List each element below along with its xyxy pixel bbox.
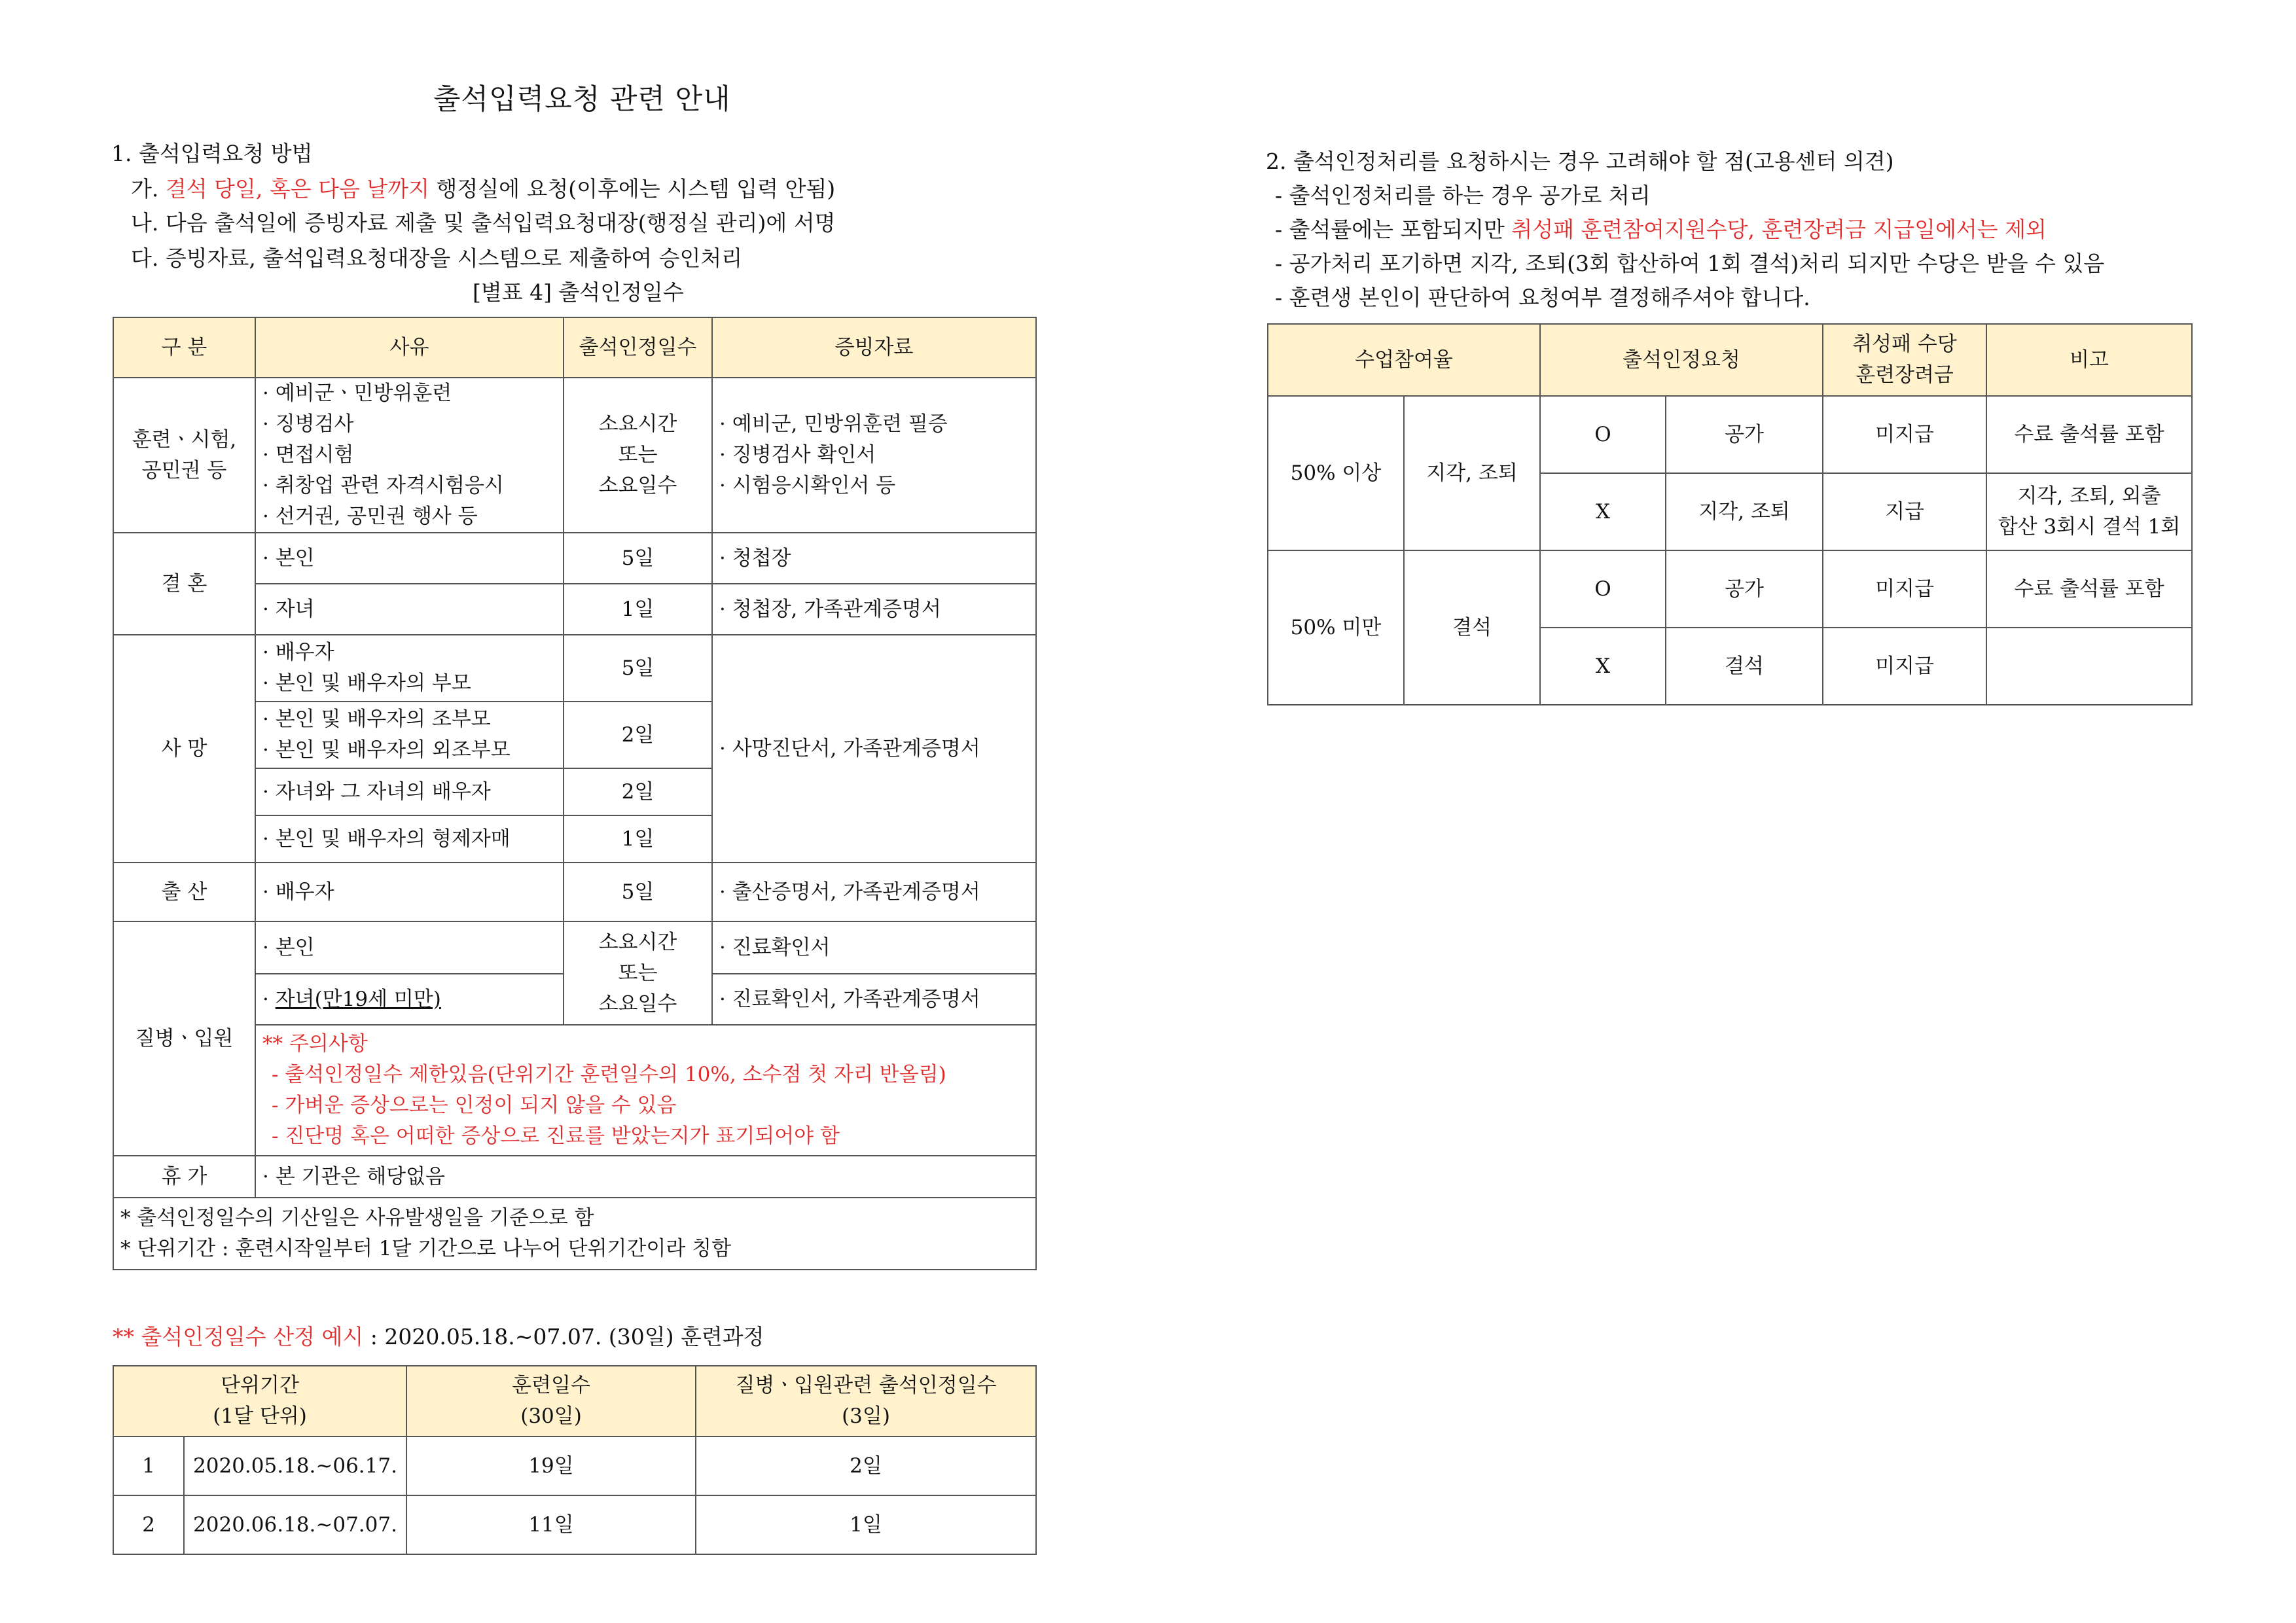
result-cell: 공가	[1666, 550, 1823, 628]
example-label-rest: : 2020.05.18.~07.07. (30일) 훈련과정	[363, 1324, 764, 1349]
header-allowance: 취성패 수당 훈련장려금	[1823, 324, 1986, 396]
notice-item: - 가벼운 증상으로는 인정이 되지 않을 수 있음	[272, 1094, 677, 1117]
table-row-footnotes	[113, 1198, 1036, 1270]
list-item: · 예비군ㆍ민방위훈련	[262, 378, 556, 409]
footnotes	[113, 1198, 1036, 1270]
category-illness: 질병ㆍ입원	[113, 921, 255, 1156]
doc-death: · 사망진단서, 가족관계증명서	[712, 635, 1036, 863]
table1-header-row	[113, 317, 1036, 378]
reason-cell	[255, 768, 564, 815]
footnote: * 단위기간 : 훈련시작일부터 1달 기간으로 나누어 단위기간이라 칭함	[120, 1237, 732, 1260]
example-header-period: 단위기간 (1달 단위)	[113, 1366, 406, 1436]
request-cell: O	[1540, 550, 1666, 628]
section2-heading: 2. 출석인정처리를 요청하시는 경우 고려해야 할 점(고용센터 의견)	[1266, 149, 1894, 174]
result-cell: 결석	[1666, 628, 1823, 705]
reason-cell: · 자녀	[255, 584, 564, 635]
footnote: * 출석인정일수의 기산일은 사유발생일을 기준으로 함	[120, 1206, 594, 1230]
row-period: 2020.05.18.~06.17.	[184, 1436, 406, 1495]
row-days: 19일	[406, 1436, 696, 1495]
type-cell: 결석	[1404, 550, 1540, 705]
row-number: 2	[113, 1495, 184, 1554]
example-label	[113, 1322, 764, 1352]
table-row	[113, 1495, 1036, 1554]
list-item: · 취창업 관련 자격시험응시	[262, 471, 556, 501]
page-title: 출석입력요청 관련 안내	[433, 83, 731, 116]
doc-cell: · 청첩장	[712, 533, 1036, 584]
category-training: 훈련ㆍ시험, 공민권 등	[113, 378, 255, 533]
days-cell: 5일	[564, 533, 712, 584]
illness-notice	[255, 1025, 1036, 1156]
table-row	[1268, 396, 2192, 473]
request-cell: O	[1540, 396, 1666, 473]
section2-line: - 훈련생 본인이 판단하여 요청여부 결정해주셔야 합니다.	[1275, 285, 1810, 310]
reason-child-text: 자녀(만19세 미만)	[275, 987, 441, 1011]
section2-line: - 출석인정처리를 하는 경우 공가로 처리	[1275, 183, 1651, 208]
table-row-training	[113, 378, 1036, 533]
example-header-days: 훈련일수 (30일)	[406, 1366, 696, 1436]
days-cell: 2일	[564, 702, 712, 768]
category-marriage: 결 혼	[113, 533, 255, 635]
docs-training	[712, 378, 1036, 533]
header-reason: 사유	[255, 317, 564, 378]
header-docs: 증빙자료	[712, 317, 1036, 378]
category-vacation: 휴 가	[113, 1156, 255, 1198]
request-cell: X	[1540, 628, 1666, 705]
list-item: · 자녀와 그 자녀의 배우자	[262, 777, 556, 808]
line2-highlight: 취성패 훈련참여지원수당, 훈련장려금 지급일에서는 제외	[1511, 217, 2047, 242]
example-table	[113, 1365, 1037, 1555]
table2-header-row	[1268, 324, 2192, 396]
table-row-illness	[113, 921, 1036, 974]
example-header-recognized: 질병ㆍ입원관련 출석인정일수 (3일)	[696, 1366, 1036, 1436]
allowance-cell: 지급	[1823, 473, 1986, 550]
reasons-training	[255, 378, 564, 533]
header-days: 출석인정일수	[564, 317, 712, 378]
list-item: · 선거권, 공민권 행사 등	[262, 501, 556, 532]
ga-prefix: 가.	[131, 176, 166, 202]
days-cell: 1일	[564, 815, 712, 863]
note-cell: 지각, 조퇴, 외출 합산 3회시 결석 1회	[1986, 473, 2192, 550]
header-rate: 수업참여율	[1268, 324, 1540, 396]
section1-heading: 1. 출석입력요청 방법	[111, 141, 313, 166]
row-days: 11일	[406, 1495, 696, 1554]
list-item: · 본인 및 배우자의 형제자매	[262, 824, 556, 855]
table-row-death	[113, 635, 1036, 702]
days-cell: 1일	[564, 584, 712, 635]
section2-line: - 공가처리 포기하면 지각, 조퇴(3회 합산하여 1회 결석)처리 되지만 수당은 받을 수 있음	[1275, 251, 2105, 276]
type-cell: 지각, 조퇴	[1404, 396, 1540, 550]
days-cell: 5일	[564, 635, 712, 702]
table-row-marriage	[113, 533, 1036, 584]
reason-cell	[255, 635, 564, 702]
note-cell: 수료 출석률 포함	[1986, 396, 2192, 473]
list-item: · 면접시험	[262, 440, 556, 471]
days-illness: 소요시간 또는 소요일수	[564, 921, 712, 1025]
row-number: 1	[113, 1436, 184, 1495]
allowance-cell: 미지급	[1823, 628, 1986, 705]
list-item: · 본인 및 배우자의 외조부모	[262, 735, 556, 766]
list-item: · 본인 및 배우자의 부모	[262, 668, 556, 699]
notice-item: - 출석인정일수 제한있음(단위기간 훈련일수의 10%, 소수점 첫 자리 반올림)	[272, 1063, 946, 1086]
reason-cell	[255, 702, 564, 768]
example-label-highlight: ** 출석인정일수 산정 예시	[113, 1324, 364, 1349]
list-item: · 배우자	[262, 637, 556, 668]
reason-cell: · 자녀(만19세 미만)	[255, 974, 564, 1025]
section1-item-na: 나. 다음 출석일에 증빙자료 제출 및 출석입력요청대장(행정실 관리)에 서명	[131, 210, 836, 236]
note-cell	[1986, 628, 2192, 705]
ga-rest: 행정실에 요청(이후에는 시스템 입력 안됨)	[429, 176, 836, 202]
table-row	[113, 1436, 1036, 1495]
row-period: 2020.06.18.~07.07.	[184, 1495, 406, 1554]
table-row	[1268, 550, 2192, 628]
notice-item: - 진단명 혹은 어떠한 증상으로 진료를 받았는지가 표기되어야 함	[272, 1124, 840, 1148]
result-cell: 지각, 조퇴	[1666, 473, 1823, 550]
table1-caption: [별표 4] 출석인정일수	[473, 279, 684, 305]
request-cell: X	[1540, 473, 1666, 550]
rate-cell: 50% 이상	[1268, 396, 1404, 550]
ga-highlight: 결석 당일, 혹은 다음 날까지	[165, 176, 429, 202]
category-death: 사 망	[113, 635, 255, 863]
example-header-row	[113, 1366, 1036, 1436]
reason-cell: · 본인	[255, 533, 564, 584]
category-birth: 출 산	[113, 863, 255, 921]
attendance-recognition-table	[113, 317, 1037, 1270]
list-item: · 징병검사 확인서	[719, 440, 1029, 471]
rate-cell: 50% 미만	[1268, 550, 1404, 705]
list-item: · 본인 및 배우자의 조부모	[262, 704, 556, 735]
list-item: · 예비군, 민방위훈련 필증	[719, 409, 1029, 440]
header-category: 구 분	[113, 317, 255, 378]
note-cell: 수료 출석률 포함	[1986, 550, 2192, 628]
table-row-birth	[113, 863, 1036, 921]
section1-item-da: 다. 증빙자료, 출석입력요청대장을 시스템으로 제출하여 승인처리	[131, 245, 743, 271]
allowance-cell: 미지급	[1823, 550, 1986, 628]
row-recognized: 2일	[696, 1436, 1036, 1495]
days-cell: 5일	[564, 863, 712, 921]
reason-cell	[255, 815, 564, 863]
list-item: · 시험응시확인서 등	[719, 471, 1029, 501]
allowance-cell: 미지급	[1823, 396, 1986, 473]
days-cell: 2일	[564, 768, 712, 815]
doc-cell: · 진료확인서	[712, 921, 1036, 974]
line2-prefix: - 출석률에는 포함되지만	[1275, 217, 1512, 242]
row-recognized: 1일	[696, 1495, 1036, 1554]
attendance-request-table	[1267, 323, 2193, 705]
list-item: · 징병검사	[262, 409, 556, 440]
reason-cell: · 본인	[255, 921, 564, 974]
section1-item-ga	[131, 174, 835, 204]
doc-cell: · 진료확인서, 가족관계증명서	[712, 974, 1036, 1025]
header-note: 비고	[1986, 324, 2192, 396]
table-row-vacation	[113, 1156, 1036, 1198]
header-request: 출석인정요청	[1540, 324, 1823, 396]
reason-cell: · 배우자	[255, 863, 564, 921]
reason-cell: · 본 기관은 해당없음	[255, 1156, 1036, 1198]
days-training: 소요시간 또는 소요일수	[564, 378, 712, 533]
notice-title: ** 주의사항	[262, 1032, 368, 1056]
doc-cell: · 출산증명서, 가족관계증명서	[712, 863, 1036, 921]
section2-line	[1275, 215, 2047, 245]
result-cell: 공가	[1666, 396, 1823, 473]
doc-cell: · 청첩장, 가족관계증명서	[712, 584, 1036, 635]
